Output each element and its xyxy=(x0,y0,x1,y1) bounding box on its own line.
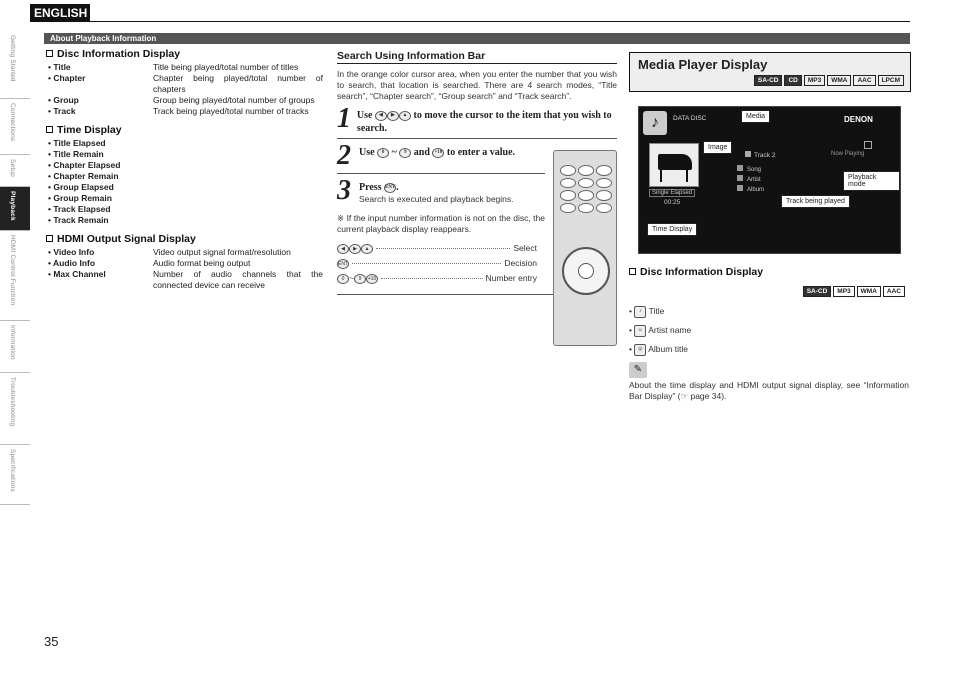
time-display-heading: Time Display xyxy=(46,124,326,136)
callout-media: Media xyxy=(741,110,770,123)
media-player-title-box: Media Player Display SA-CD CD MP3 WMA AAC LPCM xyxy=(629,52,911,92)
right-column xyxy=(629,52,911,401)
language-tab: ENGLISH xyxy=(30,4,90,22)
disc-format-badges: SA-CD MP3 WMA AAC xyxy=(801,280,905,298)
disc-info-heading: Disc Information Display xyxy=(46,48,326,60)
cursor-updown-key-icon: ▲ xyxy=(399,111,411,121)
sidebar-item-setup[interactable]: Setup xyxy=(0,155,30,187)
time-display-list: • Title Elapsed • Title Remain • Chapter Elapsed • Chapter Remain • Group Elapsed • Group Remain • Track Elapsed • Track Remain xyxy=(48,138,121,225)
album-icon xyxy=(737,185,743,191)
disc-info-list: • Title Title being played/total number of titles • Chapter Chapter being played/total number of chapters • Group Group being played/total number of groups • Track Track being played/total number of tracks xyxy=(48,62,323,116)
left-column xyxy=(46,48,326,291)
media-player-screen: ♪ DATA DISC DENON Single Elapsed 00:25 Track 2 Now Playing Song Artist Album Media Image Playback mode Track being played Time Display xyxy=(638,106,901,254)
media-note: About the time display and HDMI output signal display, see “Information Bar Display” (☞ page 34). xyxy=(629,380,909,401)
callout-track-being-played: Track being played xyxy=(781,195,850,208)
middle-column xyxy=(337,50,617,295)
cursor-right-key-icon: ▶ xyxy=(387,111,399,121)
callout-playback-mode: Playback mode xyxy=(843,171,900,191)
zero-key-icon: 0 xyxy=(377,148,389,158)
album-title-icon: ◎ xyxy=(634,344,646,356)
artist-icon xyxy=(737,175,743,181)
media-disc-info-heading: Disc Information Display xyxy=(629,266,763,278)
hdmi-list: • Video Info Video output signal format/resolution • Audio Info Audio format being output • Max Channel Number of audio channels that the connected device can receive xyxy=(48,247,323,290)
plus10-key-icon: +10 xyxy=(432,148,444,158)
track-icon xyxy=(745,151,751,157)
title-icon: ♪ xyxy=(634,306,646,318)
cursor-left-key-icon: ◀ xyxy=(375,111,387,121)
sidebar-item-connections[interactable]: Connections xyxy=(0,99,30,155)
step-1: 1 Use ◀ ▶ ▲ to move the cursor to the item that you wish to search. xyxy=(337,106,617,139)
nine-key-icon: 9 xyxy=(399,148,411,158)
search-note: ※ If the input number information is not on the disc, the current playback display reappears. xyxy=(337,213,545,234)
section-title-bar: About Playback Information xyxy=(44,33,910,44)
key-legend: ◀ ▶ ▲ Select ENT Decision 0 ~ 9 +10 Number entry xyxy=(338,243,537,283)
sidebar xyxy=(0,31,30,505)
sidebar-item-getting-started[interactable]: Getting Started xyxy=(0,31,30,99)
song-icon xyxy=(737,165,743,171)
sidebar-item-troubleshooting[interactable]: Troubleshooting xyxy=(0,373,30,445)
sidebar-item-hdmi-control[interactable]: HDMI Control Function xyxy=(0,231,30,321)
format-badges: SA-CD CD MP3 WMA AAC LPCM xyxy=(752,69,904,87)
sidebar-item-information[interactable]: Information xyxy=(0,321,30,373)
disc-icon-list: • ♪ Title • ☺ Artist name • ◎ Album title xyxy=(629,306,692,354)
sidebar-item-playback[interactable]: Playback xyxy=(0,187,30,231)
step-3: 3 Press ENT. Search is executed and playback begins. xyxy=(337,175,514,206)
search-intro: In the orange color cursor area, when you enter the number that you wish to search, that location is searched. There are 4 search modes, “Title search”, “Chapter search”, “Group search” and “Track search”. xyxy=(337,69,617,101)
note-pencil-icon: ✎ xyxy=(629,362,647,378)
header-rule xyxy=(30,21,910,22)
artist-name-icon: ☺ xyxy=(634,325,646,337)
album-art-image xyxy=(649,143,699,187)
enter-key-icon: ENT xyxy=(384,183,396,193)
hdmi-heading: HDMI Output Signal Display xyxy=(46,233,326,245)
step-2: 2 Use 0 ~ 9 and +10 to enter a value. xyxy=(337,143,545,174)
playback-mode-icon xyxy=(864,141,872,149)
sidebar-item-specifications[interactable]: Specifications xyxy=(0,445,30,505)
remote-control-icon xyxy=(553,150,617,346)
callout-image: Image xyxy=(703,141,732,154)
callout-time-display: Time Display xyxy=(647,223,697,236)
music-note-icon: ♪ xyxy=(643,111,667,135)
search-heading: Search Using Information Bar xyxy=(337,50,617,64)
page-number: 35 xyxy=(44,634,59,649)
